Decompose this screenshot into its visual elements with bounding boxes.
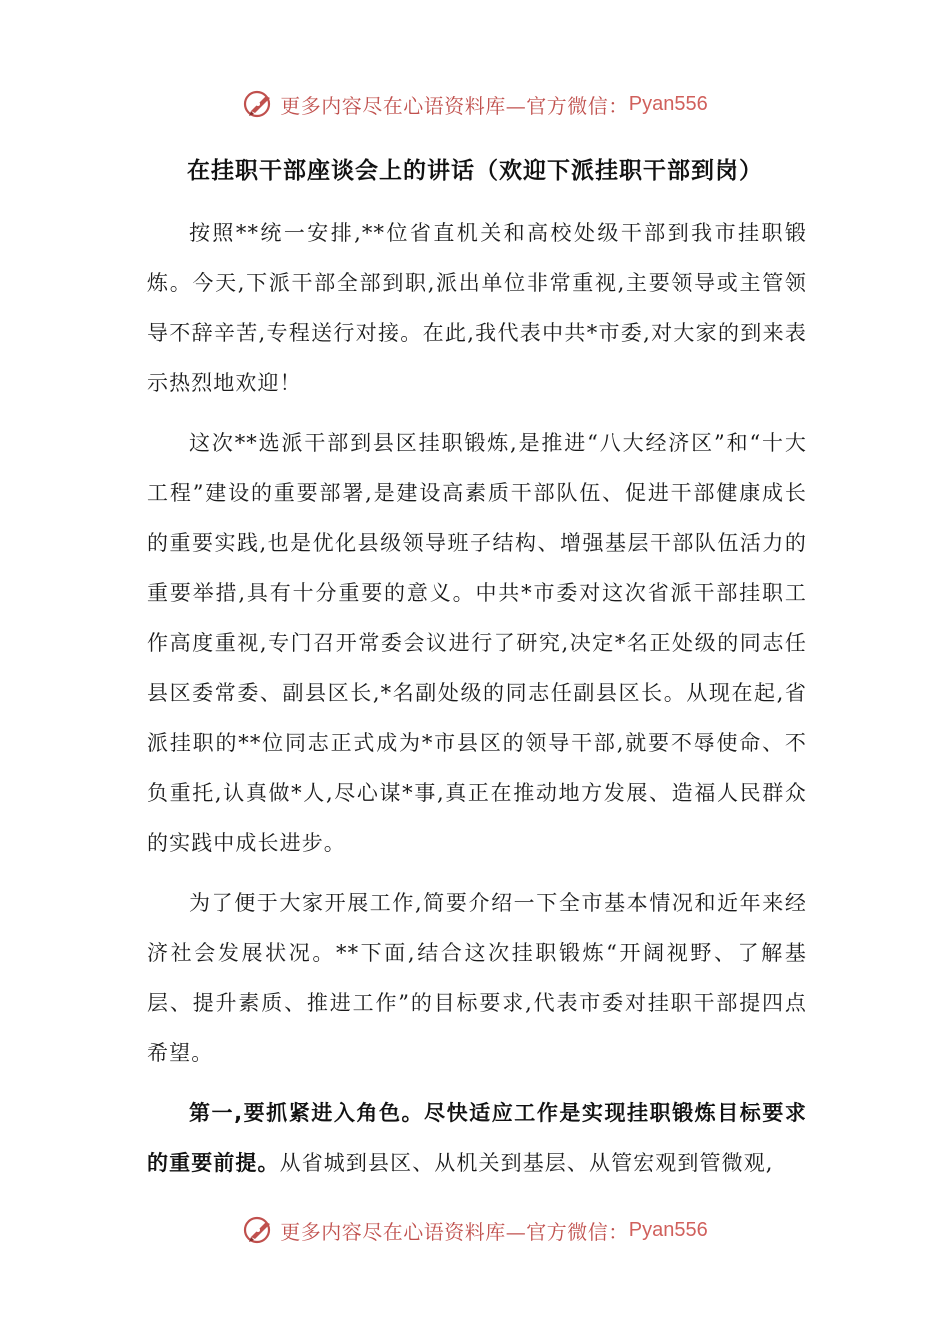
document-title: 在挂职干部座谈会上的讲话（欢迎下派挂职干部到岗） (187, 158, 763, 184)
paragraph-4 (147, 1088, 807, 1188)
watermark-banner-top (0, 82, 950, 126)
paragraph-4-text: 从省城到县区、从机关到基层、从管宏观到管微观, (279, 1151, 774, 1175)
pen-logo-icon (242, 87, 276, 121)
banner-text: 更多内容尽在心语资料库—官方微信： (280, 93, 629, 118)
banner-text: 更多内容尽在心语资料库—官方微信： (280, 1219, 629, 1244)
paragraph-4-bold-lead: 第一,要抓紧进入角色。尽快适应工作是实现挂职锻炼目标要求的重要前提。 (147, 1101, 807, 1175)
paragraph-1: 按照**统一安排,**位省直机关和高校处级干部到我市挂职锻炼。今天,下派干部全部到职,派出单位非常重视,主要领导或主管领导不辞辛苦,专程送行对接。在此,我代表中共*市委,对大家的到来表示热烈地欢迎！ (147, 221, 807, 395)
banner-wechat-id: Pyan556 (628, 92, 708, 115)
paragraph-2: 这次**选派干部到县区挂职锻炼,是推进“八大经济区”和“十大工程”建设的重要部署,是建设高素质干部队伍、促进干部健康成长的重要实践,也是优化县级领导班子结构、增强基层干部队伍活力的重要举措,具有十分重要的意义。中共*市委对这次省派干部挂职工作高度重视,专门召开常委会议进行了研究,决定*名正处级的同志任县区委常委、副县区长,*名副处级的同志任副县区长。从现在起,省派挂职的**位同志正式成为*市县区的领导干部,就要不辱使命、不负重托,认真做*人,尽心谋*事,真正在推动地方发展、造福人民群众的实践中成长进步。 (147, 431, 807, 855)
watermark-banner-bottom (0, 1208, 950, 1252)
document-body (147, 208, 807, 1188)
pen-logo-icon (242, 1213, 276, 1247)
paragraph-3: 为了便于大家开展工作,简要介绍一下全市基本情况和近年来经济社会发展状况。**下面,结合这次挂职锻炼“开阔视野、了解基层、提升素质、推进工作”的目标要求,代表市委对挂职干部提四点希望。 (147, 891, 807, 1065)
banner-wechat-id: Pyan556 (628, 1218, 708, 1241)
